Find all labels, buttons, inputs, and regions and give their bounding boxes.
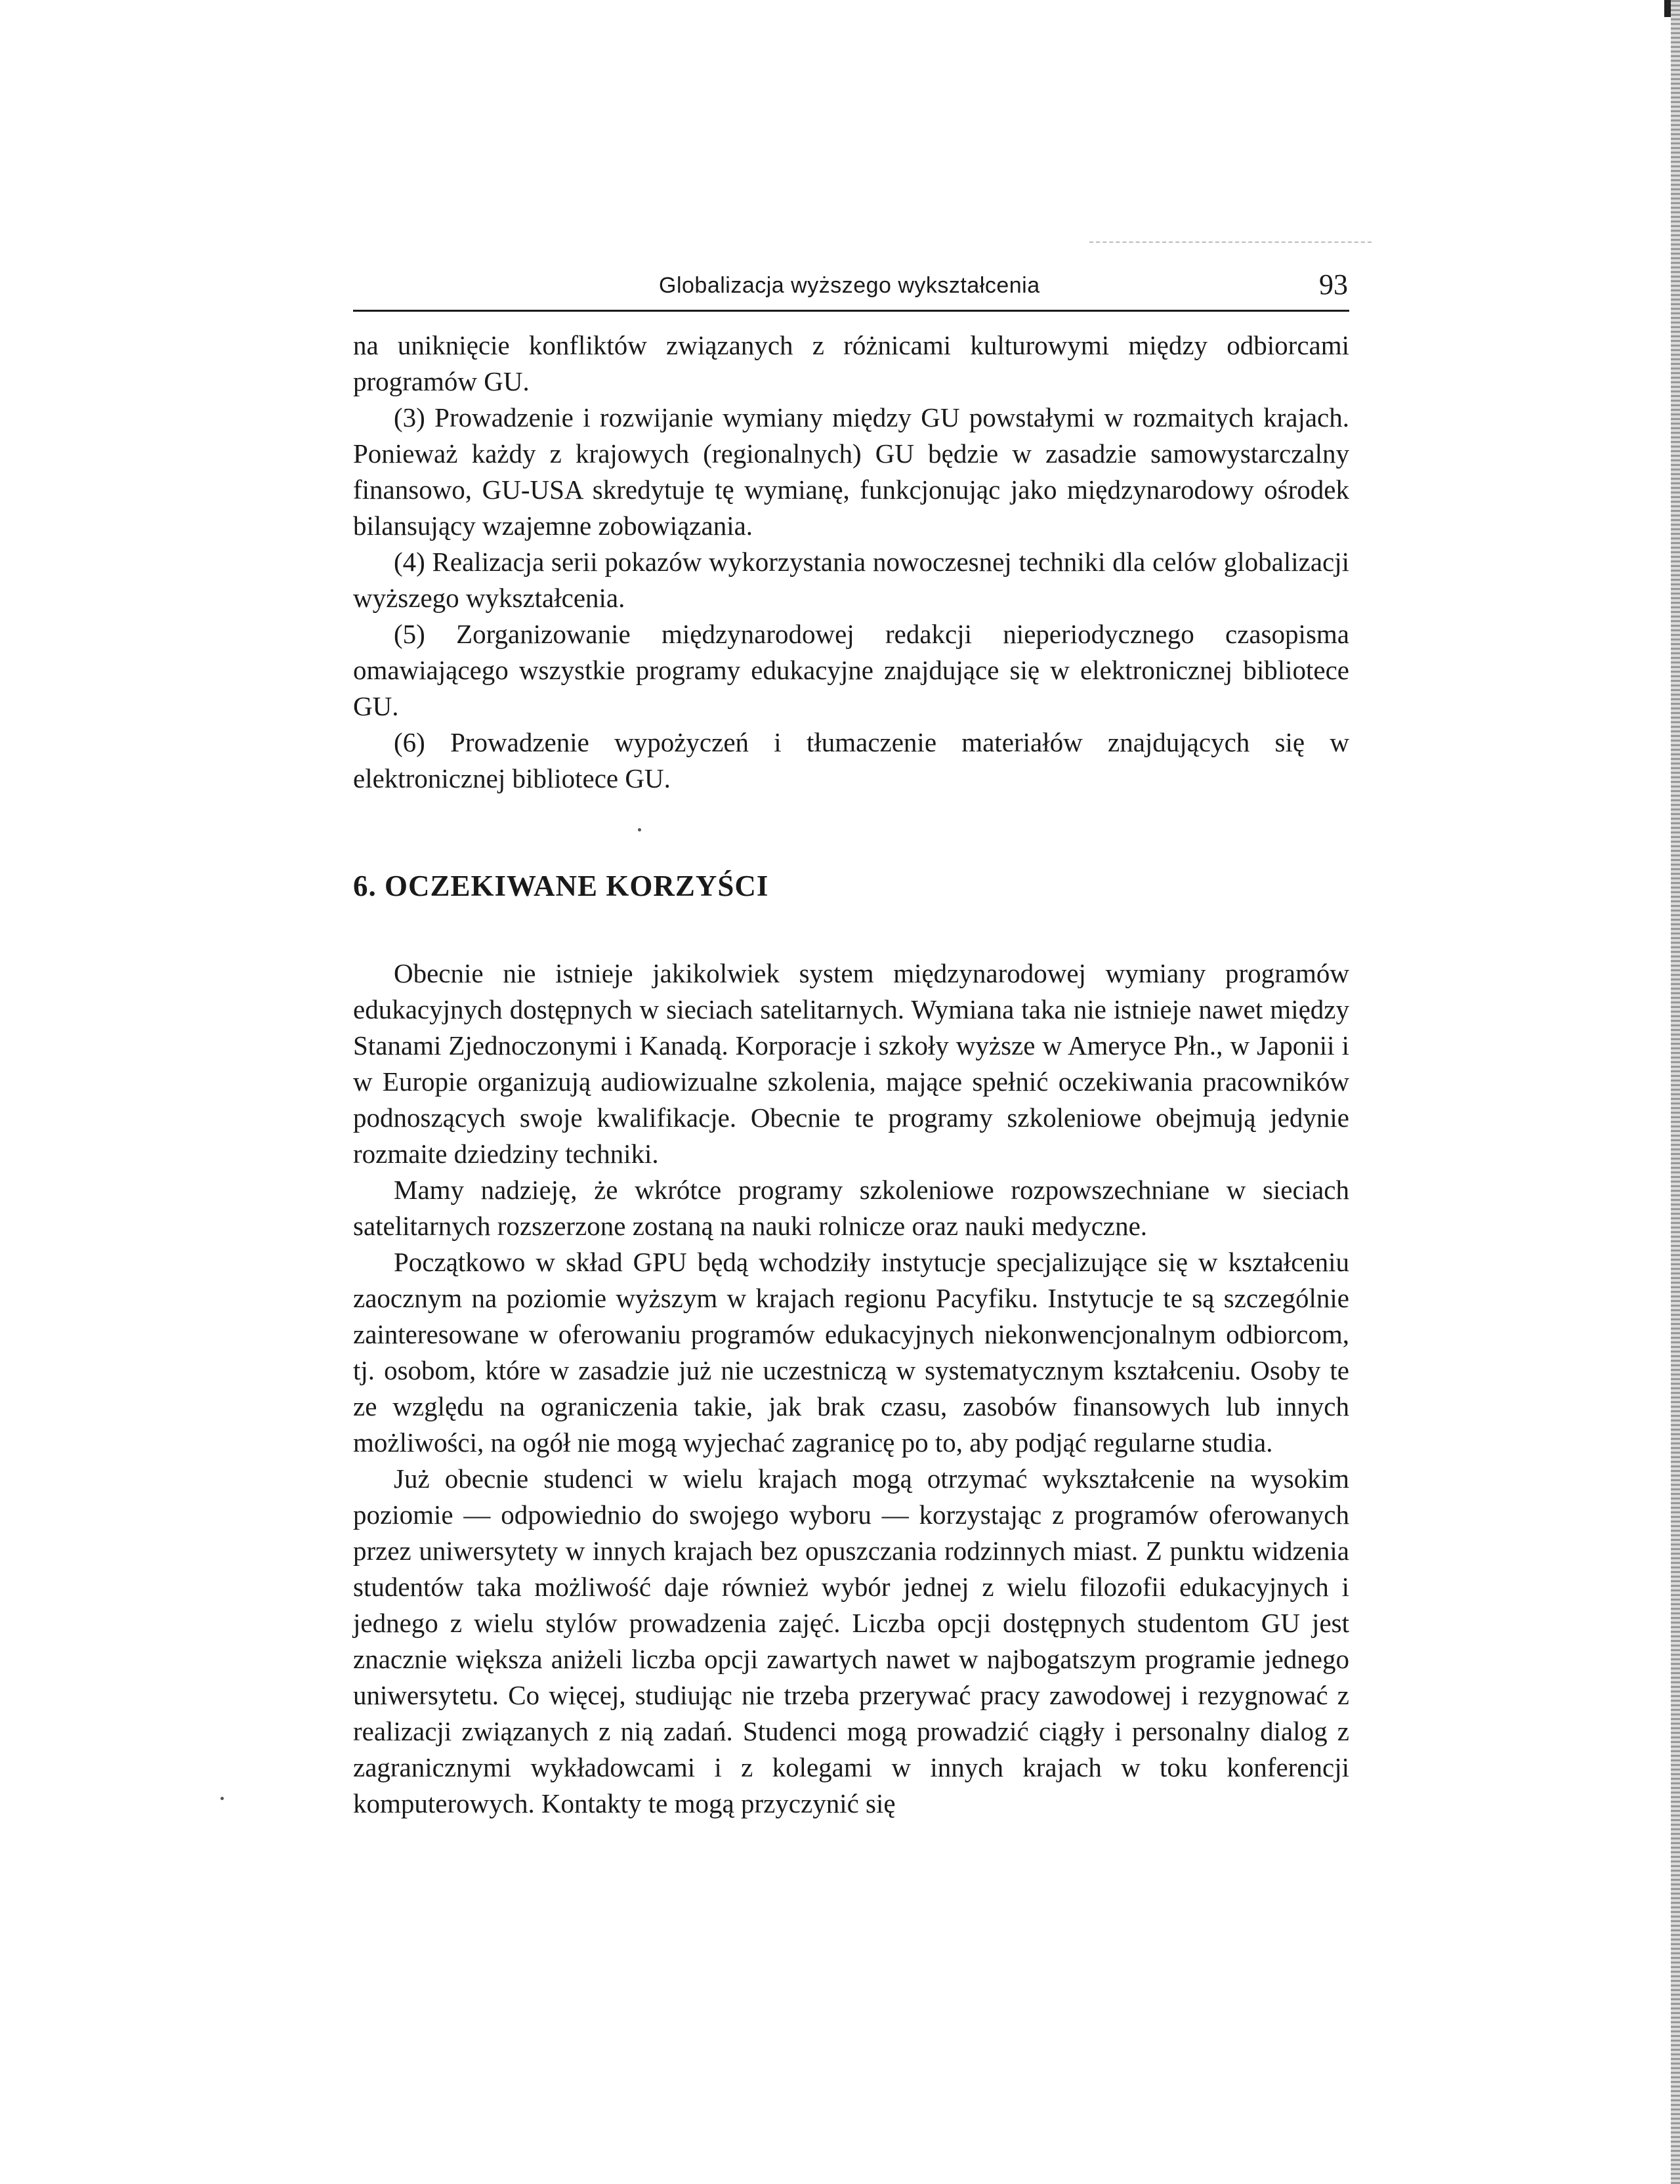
- page-number: 93: [1319, 268, 1348, 301]
- scan-speck: [220, 1797, 224, 1800]
- section-body: [353, 956, 1349, 1822]
- running-head: [353, 268, 1349, 312]
- paragraph: Początkowo w skład GPU będą wchodziły instytucje specjalizujące się w kształceniu zaocznym na poziomie wyższym w krajach regionu Pacyfiku. Instytucje te są szczególnie zainteresowane w oferowaniu programów edukacyjnych niekonwencjonalnym odbiorcom, tj. osobom, które w zasadzie już nie uczestniczą w systematycznym kształceniu. Osoby te ze względu na ograniczenia takie, jak brak czasu, zasobów finansowych lub innych możliwości, na ogół nie mogą wyjechać zagranicę po to, aby podjąć regularne studia.: [353, 1247, 1349, 1458]
- list-item-3: (3) Prowadzenie i rozwijanie wymiany między GU powstałymi w rozmaitych krajach. Ponieważ każdy z krajowych (regionalnych) GU będzie w zasadzie samowystarczalny finansowo, GU-USA skredytuje tę wymianę, funkcjonując jako międzynarodowy ośrodek bilansujący wzajemne zobowiązania.: [353, 402, 1349, 541]
- paragraph: Obecnie nie istnieje jakikolwiek system międzynarodowej wymiany programów edukacyjnych dostępnych w sieciach satelitarnych. Wymiana taka nie istnieje nawet między Stanami Zjednoczonymi i Kanadą. Korporacje i szkoły wyższe w Ameryce Płn., w Japonii i w Europie organizują audiowizualne szkolenia, mające spełnić oczekiwania pracowników podnoszących swoje kwalifikacje. Obecnie te programy szkoleniowe obejmują jedynie rozmaite dziedziny techniki.: [353, 958, 1349, 1169]
- paragraph: na uniknięcie konfliktów związanych z różnicami kulturowymi między odbiorcami programów GU.: [353, 330, 1349, 396]
- running-title: Globalizacja wyższego wykształcenia: [659, 273, 1040, 298]
- scan-corner-mark: [1664, 0, 1671, 17]
- section-heading: 6. OCZEKIWANE KORZYŚCI: [353, 870, 769, 902]
- book-page: [353, 268, 1349, 1822]
- scan-artifact-line: [1089, 242, 1372, 243]
- list-item-5: (5) Zorganizowanie międzynarodowej redakcji nieperiodycznego czasopisma omawiającego wszystkie programy edukacyjne znajdujące się w elektronicznej bibliotece GU.: [353, 619, 1349, 721]
- paragraph: Już obecnie studenci w wielu krajach mogą otrzymać wykształcenie na wysokim poziomie — odpowiednio do swojego wyboru — korzystając z programów oferowanych przez uniwersytety w innych krajach bez opuszczania rodzinnych miast. Z punktu widzenia studentów taka możliwość daje również wybór jednej z wielu filozofii edukacyjnych i jednego z wielu stylów prowadzenia zajęć. Liczba opcji dostępnych studentom GU jest znacznie większa aniżeli liczba opcji zawartych nawet w najbogatszym programie jednego uniwersytetu. Co więcej, studiując nie trzeba przerywać pracy zawodowej i rezygnować z realizacji związanych z nią zadań. Studenci mogą prowadzić ciągły i personalny dialog z zagranicznymi wykładowcami i z kolegami w innych krajach w toku konferencji komputerowych. Kontakty te mogą przyczynić się: [353, 1463, 1349, 1818]
- continued-text: [353, 327, 1349, 797]
- paragraph: Mamy nadzieję, że wkrótce programy szkoleniowe rozpowszechniane w sieciach satelitarnych rozszerzone zostaną na nauki rolnicze oraz nauki medyczne.: [353, 1175, 1349, 1241]
- list-item-6: (6) Prowadzenie wypożyczeń i tłumaczenie materiałów znajdujących się w elektronicznej bibliotece GU.: [353, 727, 1349, 793]
- list-item-4: (4) Realizacja serii pokazów wykorzystania nowoczesnej techniki dla celów globalizacji wyższego wykształcenia.: [353, 547, 1349, 613]
- scan-edge: [1671, 0, 1680, 2184]
